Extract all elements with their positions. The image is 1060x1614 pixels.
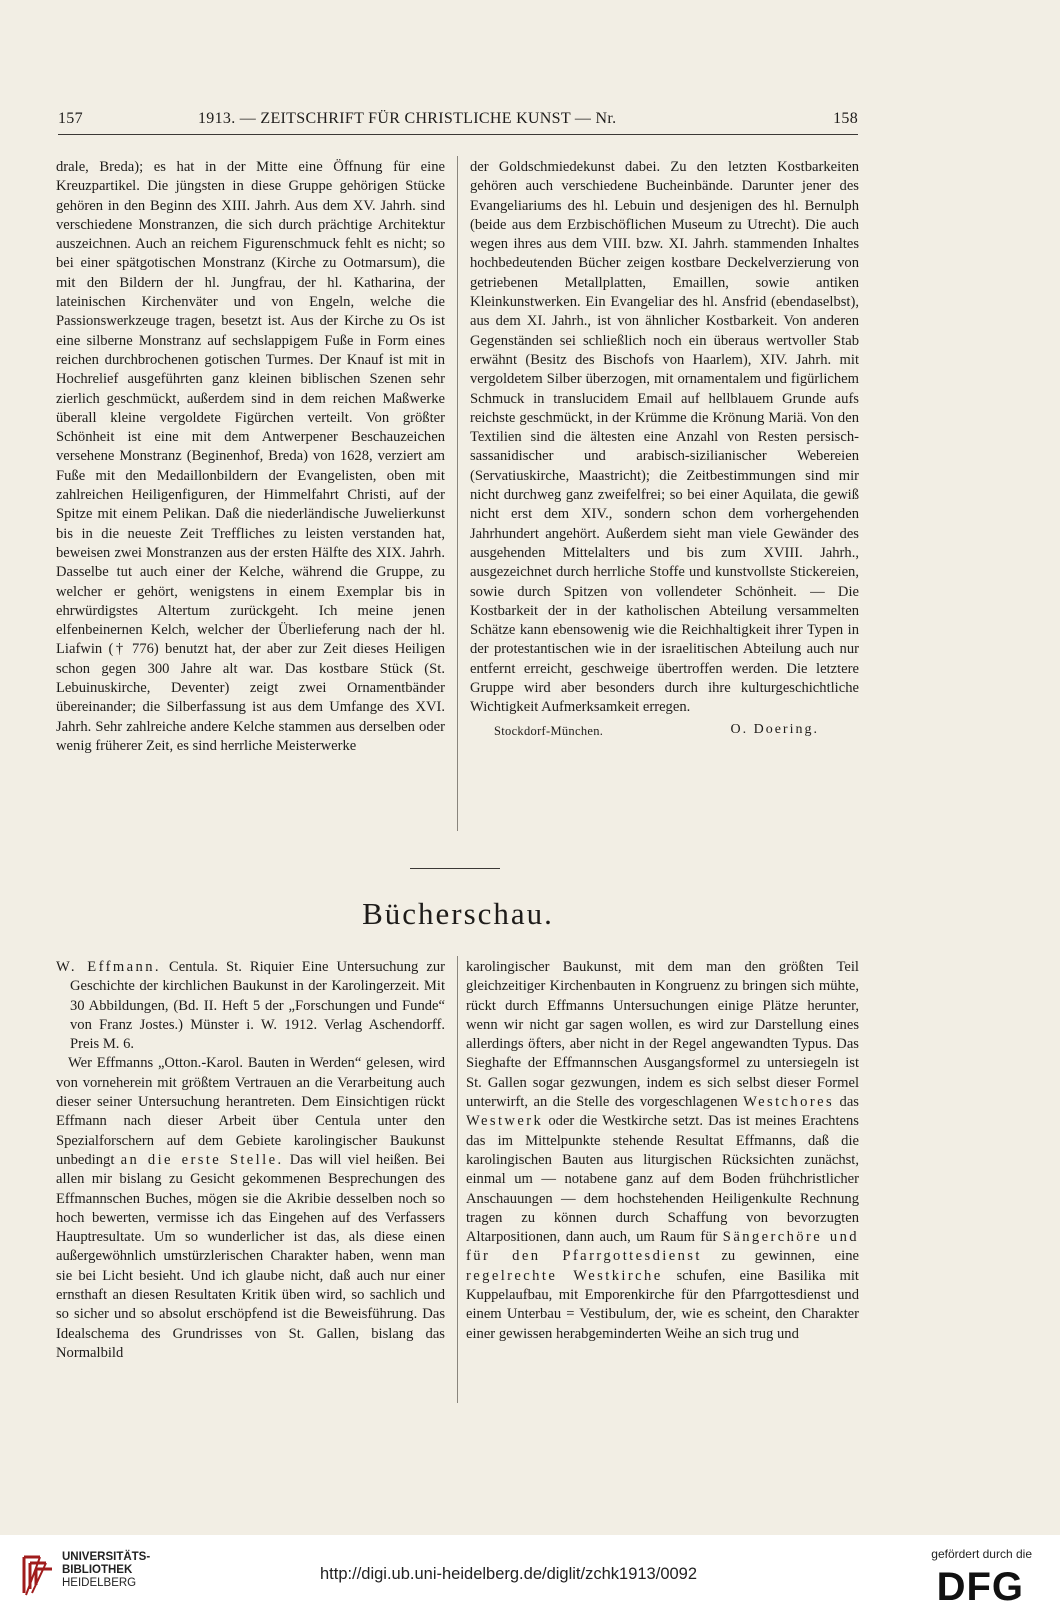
journal-title: 1913. — ZEITSCHRIFT FÜR CHRISTLICHE KUNST — Nr. (198, 110, 617, 127)
review-paragraph (56, 1054, 445, 1363)
page-number-left: 157 (58, 110, 83, 127)
header-rule (58, 134, 858, 135)
signature-row (470, 720, 859, 740)
review-emphasis: Westwerk (466, 1113, 544, 1130)
signature-author: O. Doering. (730, 721, 819, 737)
review-right-text: schufen, eine Basilika mit Kuppelaufbau, mit Emporenkirche für den Pfarrgottesdienst und einem Unterbau = Vestibulum, der, wie es scheint, den Charakter einer gewissen herabgeminderten Weihe an sich trug und (466, 1267, 859, 1342)
review-left-column (56, 958, 445, 1363)
review-bibliography (56, 958, 445, 1054)
running-head (58, 110, 858, 134)
section-separator (410, 868, 500, 869)
footer-bar (0, 1535, 1060, 1614)
permalink-url[interactable]: http://digi.ub.uni-heidelberg.de/diglit/zchk1913/0092 (320, 1565, 698, 1583)
review-author: W. Effmann. (56, 959, 161, 975)
library-name (62, 1551, 150, 1590)
article-right-column (470, 158, 859, 740)
review-text-end: Das will viel heißen. Bei allen mir bislang zu Gesicht gekommenen Besprechungen des Effmannschen Buches, mögen sie die Akribie desselben noch so hoch bewerten, vermisse ich das Eingehen auf des Verfassers Hauptresultate. Um so wunderlicher ist das, als diese einen außergewöhnlich umstürzlerischen Charakter haben, wenn man sie bei Licht besieht. Und ich glaube nicht, daß auch nur einer ernsthaft an diesen Resultaten Kritik üben wird, so sachlich und so sicher und so absolut erschöpfend ist die Beweisführung. Das Idealschema des Grundrisses von St. Gallen, bislang das Normalbild (56, 1151, 446, 1361)
article-left-text: drale, Breda); es hat in der Mitte eine Öffnung für eine Kreuzpartikel. Die jüngsten in diese Gruppe gehörigen Stücke gehören in den Beginn des XIII. Jahrh. Aus dem XV. Jahrh. sind verschiedene Monstranzen, die sich durch prächtige Architektur auszeichnen. Auch an reichem Figurenschmuck fehlt es nicht; so bei einer spätgotischen Monstranz (Kirche zu Ootmarsum), die mit den Bildern der hl. Jungfrau, der hl. Katharina, der lateinischen Kirchenväter und von Engeln, welche die Passionswerkzeuge tragen, besetzt ist. Aus der Kirche zu Os ist eine silberne Monstranz auf sechslappigem Fuße in Form eines reichen durchbrochenen gotischen Turmes. Der Knauf ist mit in Hochrelief ausgeführten ganz kleinen biblischen Szenen sehr zierlich geschmückt, außerdem sind in dem reichen Maßwerke überall kleine vergoldete Figürchen verteilt. Von größter Schönheit ist eine mit dem Antwerpener Beschauzeichen versehene Monstranz (Beginenhof, Breda) von 1628, verziert am Fuße mit den Medaillonbildern der Evangelisten, oben mit zahlreichen Heiligenfiguren, der Himmelfahrt Christi, auf der Spitze mit einem Pelikan. Daß die niederländische Juwelierkunst bis in die neueste Zeit Treffliches zu leisten verstanden hat, beweisen zwei Monstranzen aus der ersten Hälfte des XIX. Jahrh. Dasselbe tut auch einer der Kelche, während die Gruppe, zu welcher er gehört, wenigstens in einem Exemplar bis in ehrwürdigstes Altertum zurückgeht. Ich meine jenen elfenbeinernen Kelch, welcher der Überlieferung nach der hl. Liafwin († 776) benutzt hat, der aber zur Zeit dieses Heiligen schon gegen 300 Jahre alt war. Das kostbare Stück (St. Lebuinuskirche, Deventer) zeigt zwei Ornamentbänder übereinander; die Silberfassung ist aus dem Umfange des XVI. Jahrh. Sehr zahlreiche andere Kelche stammen aus derselben oder wenig früherer Zeit, es sind herrliche Meisterwerke (56, 159, 445, 754)
column-divider (457, 956, 458, 1403)
review-emphasis: an die erste Stelle. (120, 1151, 284, 1168)
column-divider (457, 156, 458, 831)
review-bibliography-text: Centula. St. Riquier Eine Untersuchung zur Geschichte der kirchlichen Baukunst in der Karolingerzeit. Mit 30 Abbildungen, (Bd. II. Heft 5 der „Forschungen und Funde“ von Franz Jostes.) Münster i. W. 1912. Verlag Aschendorff. Preis M. 6. (70, 959, 445, 1053)
funding-note: gefördert durch die (931, 1547, 1032, 1561)
review-emphasis: regelrechte Westkirche (466, 1267, 663, 1284)
library-logo-icon (20, 1549, 56, 1599)
section-title: Bücherschau. (362, 896, 554, 931)
review-right-paragraph (466, 958, 859, 1344)
review-right-column (466, 958, 859, 1344)
article-right-text: der Goldschmiedekunst dabei. Zu den letzten Kostbarkeiten gehören auch verschiedene Bucheinbände. Darunter jener des Evangeliariums des hl. Lebuin und desjenigen des hl. Bernulph (beide aus dem Erzbischöflichen Museum zu Utrecht). Die auch wegen ihres aus dem VIII. bzw. XI. Jahrh. stammenden Inhaltes hochbedeutenden Bücher zeigen kostbare Deckelverzierung von getriebenen Metallplatten, Emaillen, sowie antiken Kleinkunstwerken. Ein Evangeliar des hl. Ansfrid (ebendaselbst), aus dem XI. Jahrh., ist von ähnlicher Kostbarkeit. Von anderen Gegenständen sei schließlich noch ein überaus wertvoller Stab erwähnt (Besitz des Bischofs von Haarlem), XIV. Jahrh. mit vergoldetem Silber überzogen, mit ornamentalem und figürlichem Schmuck in translucidem Email auf hellblauem Grunde aufs reichste geschmückt, in der Krümme die Krönung Mariä. Von den Textilien sind die ältesten eine Anzahl von Resten persisch-sassanidischer und arabisch-sizilianischer Webereien (Servatiuskirche, Maastricht); die Zeitbestimmungen sind mir nicht durchweg ganz zweifelfrei; so bei einer Aquilata, die gewiß nicht erst dem XIV., sondern schon dem vorhergehenden Jahrhundert angehört. Außerdem sieht man viele Gewänder des ausgehenden Mittelalters und bis zum XVIII. Jahrh., ausgezeichnet durch herrliche Stoffe und kunstvollste Stickereien, sowie durch Spitzen von vollendeter Schönheit. — Die Kostbarkeit der in der katholischen Abteilung versammelten Schätze kann ebensowenig wie die Reichhaltigkeit ihrer Typen in der protestantischen wie in der israelitischen Abteilung auch nur entfernt erreicht, geschweige übertroffen werden. Die letztere Gruppe wird aber besonders durch ihre kulturgeschichtliche Wichtigkeit Aufmerksamkeit erregen. (470, 159, 859, 716)
article-left-column (56, 158, 445, 756)
library-name-line: HEIDELBERG (62, 1577, 137, 1589)
review-right-text: oder die Westkirche setzt. Das ist meines Erachtens das im Mittelpunkte stehende Resultat Effmanns, daß die karolingischen Bauten aus liturgischen Rücksichten zunächst, einmal um — notabene ganz auf dem Boden frühchristlicher Anschauungen — dem hochstehenden Heiligenkulte Rechnung tragen zu können durch Schaffung von bevorzugten Altarpositionen, dann auch, um Raum für (466, 1113, 859, 1246)
page-number-right: 158 (833, 110, 858, 127)
review-right-text: das (834, 1094, 859, 1111)
review-right-text: zu gewinnen, eine (701, 1248, 859, 1265)
review-right-text: karolingischer Baukunst, mit dem man den größten Teil gleichzeitiger Kirchenbauten in Kongruenz zu bringen sich mühte, rückt durch Effmanns Untersuchungen einige Plätze herunter, wenn wir nicht gar sagen wollen, es wird zur Darstellung eines allerdings öfters, aber nicht in der Regel angewandten Typus. Das Sieghafte der Effmannschen Ausgangsformel zu untersiegeln ist St. Gallen sogar gezwungen, indem es sich selbst dieser Formel unterwirft, an die Stelle des vorgeschlagenen (466, 959, 859, 1111)
review-text: Wer Effmanns „Otton.-Karol. Bauten in Werden“ gelesen, wird von vorneherein mit größtem Vertrauen an die Verarbeitung auch dieser seiner Untersuchung herantreten. Dem Einsichtigen rückt Effmann nach dieser Arbeit über Centula unter den Spezialforschern auf dem Gebiete karolingischer Baukunst unbedingt (56, 1055, 445, 1168)
dfg-logo: DFG (936, 1565, 1024, 1609)
review-emphasis: Westchores (743, 1094, 835, 1111)
review-emphasis: Sängerchöre und für den Pfarrgottesdienst (466, 1229, 859, 1265)
signature-place: Stockdorf-München. (494, 723, 604, 738)
library-name-line: BIBLIOTHEK (62, 1564, 133, 1576)
library-name-line: UNIVERSITÄTS- (62, 1551, 151, 1563)
